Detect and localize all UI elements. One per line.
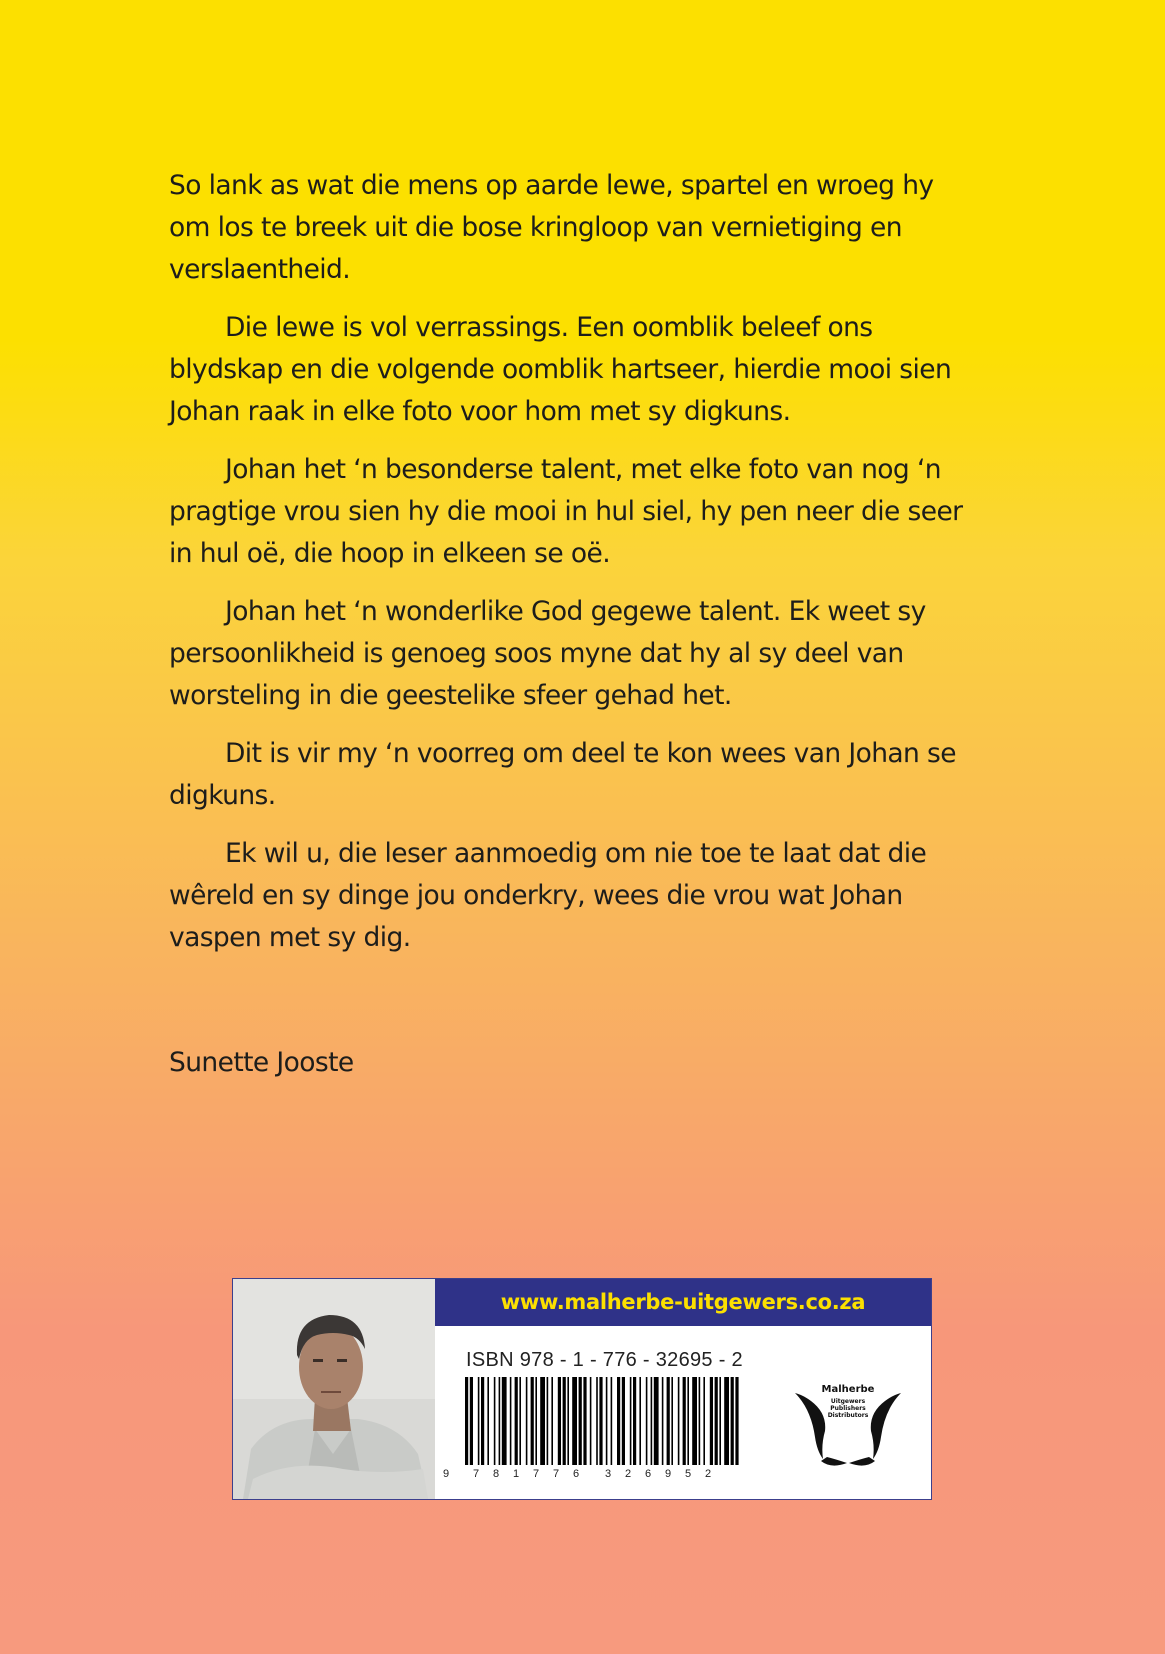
barcode-bar [687,1377,689,1465]
barcode-bar [526,1377,528,1465]
barcode-bar [519,1377,521,1465]
barcode-bar [558,1377,561,1465]
barcode-digit: 5 [685,1468,692,1480]
barcode-bar [633,1377,636,1465]
blurb-paragraph: Die lewe is vol verrassings. Een oomblik beleef ons blydskap en die volgende oomblik hartseer, hierdie mooi sien Johan raak in elke foto voor hom met sy digkuns. [169,312,952,427]
barcode-bar [531,1377,534,1465]
barcode-digit: 7 [473,1468,480,1480]
barcode-digit: 3 [605,1468,612,1480]
barcode-bar [667,1377,670,1465]
barcode-bar [470,1377,473,1465]
barcode-digit: 6 [645,1468,652,1480]
barcode-bar [502,1377,507,1465]
barcode-bar [724,1377,729,1465]
barcode-digit: 7 [533,1468,540,1480]
barcode-digit: 6 [573,1468,580,1480]
blurb-paragraph: Ek wil u, die leser aanmoedig om nie toe te laat dat die wêreld en sy dinge jou onderkry, wees die vrou wat Johan vaspen met sy dig. [169,838,927,953]
barcode-digit: 2 [625,1468,632,1480]
barcode-digit: 1 [513,1468,520,1480]
barcode-bar [699,1377,701,1465]
barcode-digit: 9 [665,1468,672,1480]
barcode-bar [639,1377,641,1465]
blurb-paragraph: So lank as wat die mens op aarde lewe, spartel en wroeg hy om los te breek uit die bose kringloop van vernietiging en verslaentheid. [169,170,934,285]
back-cover-blurb [169,165,969,975]
barcode-bar [590,1377,592,1465]
barcode-bar [678,1377,680,1465]
barcode-bar [596,1377,598,1465]
blurb-paragraph: Dit is vir my ‘n voorreg om deel te kon wees van Johan se digkuns. [169,738,956,811]
logo-title: Malherbe [821,1384,875,1395]
barcode-bar [551,1377,553,1465]
barcode-bar [510,1377,512,1465]
blurb-author: Sunette Jooste [169,1047,354,1078]
barcode-bar [494,1377,496,1465]
barcode-bar [535,1377,537,1465]
isbn-number: ISBN 978 - 1 - 776 - 32695 - 2 [466,1349,743,1371]
barcode-bar [515,1377,518,1465]
barcode-bar [617,1377,620,1465]
barcode-bar [478,1377,480,1465]
barcode-bar [572,1377,577,1465]
barcode-bar [499,1377,501,1465]
barcode-bar [563,1377,566,1465]
barcode-bar [606,1377,608,1465]
barcode-bar [646,1377,648,1465]
barcode-bar [671,1377,673,1465]
blurb-paragraph: Johan het ‘n wonderlike God gegewe talent. Ek weet sy persoonlikheid is genoeg soos myne dat hy al sy deel van worsteling in die geestelike sfeer gehad het. [169,596,926,711]
blurb-paragraph: Johan het ‘n besonderse talent, met elke foto van nog ‘n pragtige vrou sien hy die mooi in hul siel, hy pen neer die seer in hul oë, die hoop in elkeen se oë. [169,454,963,569]
barcode-bar [630,1377,632,1465]
barcode-bar [599,1377,602,1465]
barcode-digit: 2 [705,1468,712,1480]
barcode-bar [465,1377,468,1465]
logo-line: Uitgewers [830,1398,866,1405]
barcode-bar [547,1377,549,1465]
barcode-bar [611,1377,613,1465]
barcode-digit: 8 [493,1468,500,1480]
barcode-bar [715,1377,718,1465]
publisher-url[interactable]: www.malherbe-uitgewers.co.za [435,1279,931,1326]
barcode-bar [683,1377,686,1465]
publisher-panel [232,1278,932,1500]
barcode-bar [703,1377,705,1465]
barcode-digit: 7 [553,1468,560,1480]
barcode-bar [651,1377,653,1465]
barcode-bar [735,1377,738,1465]
barcode-bar [481,1377,484,1465]
barcode-bar [622,1377,625,1465]
barcode-bar [731,1377,734,1465]
author-photo [233,1279,435,1499]
barcode-bar [487,1377,489,1465]
logo-line: Distributors [827,1412,869,1419]
barcode-digit: 9 [443,1468,450,1480]
barcode-bar [540,1377,545,1465]
barcode-bar [719,1377,721,1465]
barcode-bar [692,1377,697,1465]
publisher-logo [791,1379,905,1469]
barcode-bar [579,1377,582,1465]
barcode-bar [567,1377,569,1465]
barcode-bar [710,1377,713,1465]
barcode [465,1377,741,1465]
barcode-bar [654,1377,659,1465]
logo-line: Publishers [830,1405,866,1412]
barcode-bar [583,1377,586,1465]
barcode-bar [662,1377,664,1465]
